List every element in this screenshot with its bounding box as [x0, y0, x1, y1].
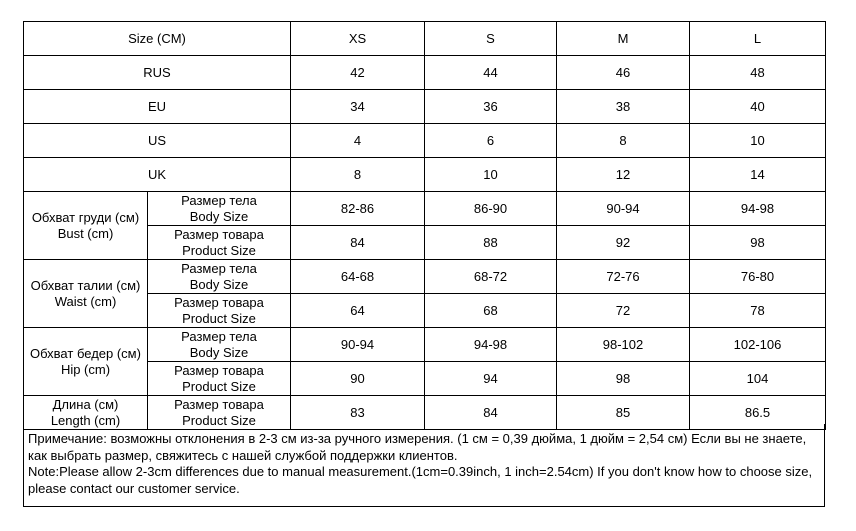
region-label: EU	[24, 90, 291, 124]
measure-label-waist	[24, 260, 148, 328]
table-cell: 84	[291, 226, 425, 260]
note-english: Note:Please allow 2-3cm differences due to manual measurement.(1cm=0.39inch, 1 inch=2.54cm) If you don't know how to choose size, please contact our customer service.	[28, 464, 813, 496]
measure-label-en: Length (cm)	[50, 412, 121, 428]
table-cell: 82-86	[291, 192, 425, 226]
type-label-body	[148, 192, 291, 226]
table-cell: 90-94	[291, 328, 425, 362]
table-cell: 72	[557, 294, 690, 328]
size-label-cell: Size (CM)	[24, 22, 291, 56]
table-cell: 90-94	[557, 192, 690, 226]
type-label-en: Body Size	[189, 208, 249, 224]
measure-label-hip	[24, 328, 148, 396]
region-label: RUS	[24, 56, 291, 90]
table-cell: 78	[690, 294, 826, 328]
table-cell: 98-102	[557, 328, 690, 362]
size-header-m: M	[557, 22, 690, 56]
table-cell: 38	[557, 90, 690, 124]
type-label-ru: Размер товара	[174, 294, 264, 310]
type-label-product	[148, 362, 291, 396]
table-cell: 42	[291, 56, 425, 90]
type-label-en: Product Size	[182, 412, 256, 428]
table-cell: 88	[425, 226, 557, 260]
region-label: US	[24, 124, 291, 158]
size-header-l: L	[690, 22, 826, 56]
size-header-xs: XS	[291, 22, 425, 56]
table-cell: 98	[690, 226, 826, 260]
type-label-ru: Размер тела	[181, 260, 257, 276]
table-cell: 98	[557, 362, 690, 396]
table-cell: 83	[291, 396, 425, 430]
table-cell: 86.5	[690, 396, 826, 430]
type-label-ru: Размер товара	[174, 396, 264, 412]
type-label-product	[148, 294, 291, 328]
table-cell: 12	[557, 158, 690, 192]
table-cell: 8	[291, 158, 425, 192]
table-cell: 40	[690, 90, 826, 124]
type-label-ru: Размер товара	[174, 226, 264, 242]
table-cell: 92	[557, 226, 690, 260]
table-cell: 72-76	[557, 260, 690, 294]
region-row-uk	[24, 158, 826, 192]
type-label-product	[148, 226, 291, 260]
measure-label-en: Waist (cm)	[54, 293, 117, 309]
hip-body-row	[24, 328, 826, 362]
table-cell: 14	[690, 158, 826, 192]
table-cell: 64	[291, 294, 425, 328]
table-cell: 85	[557, 396, 690, 430]
table-cell: 94-98	[690, 192, 826, 226]
table-cell: 46	[557, 56, 690, 90]
header-row	[24, 22, 826, 56]
table-cell: 10	[690, 124, 826, 158]
table-cell: 102-106	[690, 328, 826, 362]
table-cell: 90	[291, 362, 425, 396]
type-label-en: Body Size	[189, 276, 249, 292]
table-cell: 36	[425, 90, 557, 124]
note-russian: Примечание: возможны отклонения в 2-3 см из-за ручного измерения. (1 см = 0,39 дюйма, 1 дюйм = 2,54 см) Если вы не знаете, как выбрать размер, свяжитесь с нашей службой поддержки клиентов.	[28, 431, 807, 463]
measure-label-ru: Длина (см)	[52, 396, 119, 412]
size-header-s: S	[425, 22, 557, 56]
waist-body-row	[24, 260, 826, 294]
measure-label-bust	[24, 192, 148, 260]
type-label-ru: Размер товара	[174, 362, 264, 378]
size-chart	[23, 21, 825, 508]
measure-label-en: Hip (cm)	[60, 361, 111, 377]
table-cell: 4	[291, 124, 425, 158]
table-cell: 86-90	[425, 192, 557, 226]
table-cell: 76-80	[690, 260, 826, 294]
table-cell: 44	[425, 56, 557, 90]
table-cell: 104	[690, 362, 826, 396]
table-cell: 68	[425, 294, 557, 328]
table-cell: 34	[291, 90, 425, 124]
type-label-ru: Размер тела	[181, 328, 257, 344]
measure-label-en: Bust (cm)	[57, 225, 114, 241]
table-cell: 64-68	[291, 260, 425, 294]
region-row-eu	[24, 90, 826, 124]
type-label-en: Product Size	[182, 242, 256, 258]
type-label-body	[148, 260, 291, 294]
type-label-en: Body Size	[189, 344, 249, 360]
size-table	[23, 21, 826, 430]
table-cell: 48	[690, 56, 826, 90]
table-cell: 8	[557, 124, 690, 158]
measure-label-ru: Обхват талии (см)	[30, 277, 141, 293]
table-cell: 6	[425, 124, 557, 158]
bust-body-row	[24, 192, 826, 226]
type-label-en: Product Size	[182, 310, 256, 326]
measure-label-ru: Обхват бедер (см)	[30, 345, 141, 361]
table-cell: 10	[425, 158, 557, 192]
note-box	[23, 424, 825, 507]
region-row-rus	[24, 56, 826, 90]
table-cell: 94-98	[425, 328, 557, 362]
type-label-body	[148, 328, 291, 362]
measure-label-ru: Обхват груди (см)	[31, 209, 140, 225]
region-label: UK	[24, 158, 291, 192]
type-label-en: Product Size	[182, 378, 256, 394]
table-cell: 84	[425, 396, 557, 430]
region-row-us	[24, 124, 826, 158]
table-cell: 94	[425, 362, 557, 396]
type-label-ru: Размер тела	[181, 192, 257, 208]
table-cell: 68-72	[425, 260, 557, 294]
